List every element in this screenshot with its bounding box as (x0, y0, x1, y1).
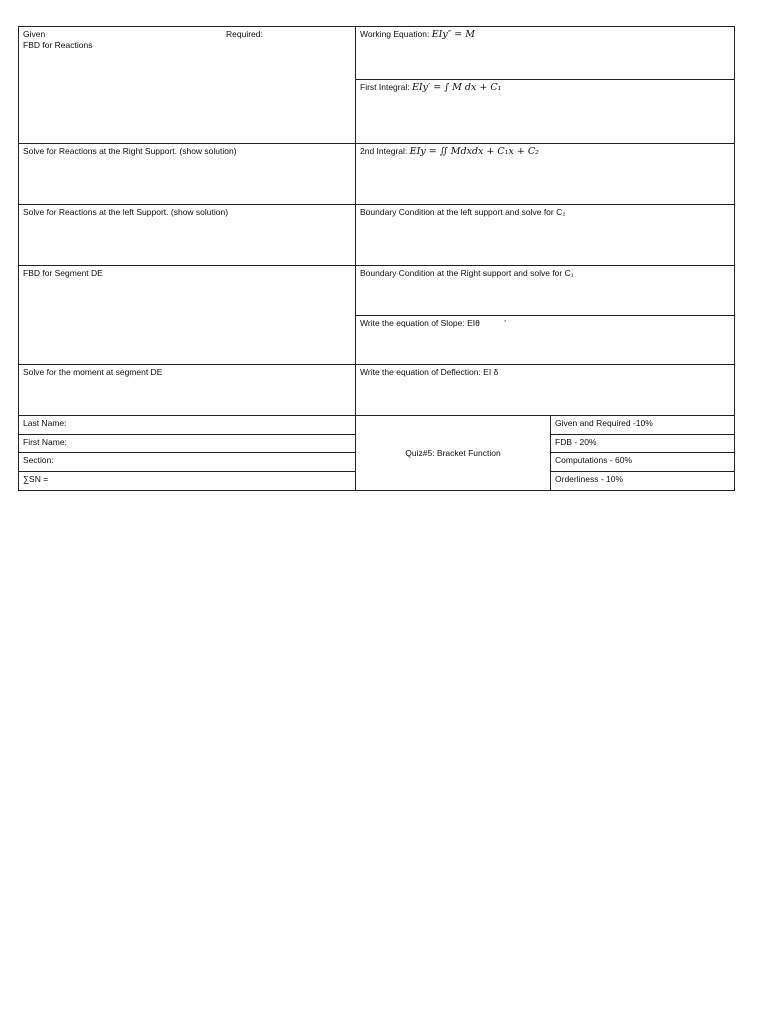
quiz-answer-sheet (18, 26, 735, 491)
criteria-label: FDB - 20% (555, 437, 597, 447)
given-label: Given (23, 29, 46, 39)
bc-left-cell (355, 204, 735, 266)
second-integral-label: 2nd Integral: (360, 146, 408, 156)
right-support-label: Solve for Reactions at the Right Support. (show solution) (23, 146, 237, 156)
bc-left-label: Boundary Condition at the left support and solve for C₂ (360, 207, 566, 217)
working-equation-math: EIy″ = M (431, 29, 476, 40)
moment-label: Solve for the moment at segment DE (23, 367, 163, 377)
moment-cell (18, 364, 356, 416)
first-integral-math: EIy′ = ∫ M dx + C₁ (411, 82, 502, 93)
slope-prime-mark: ′ (504, 318, 506, 328)
quiz-title: Quiz#5: Bracket Function (405, 447, 501, 458)
fbd-segment-cell (18, 265, 356, 365)
first-name-field[interactable] (18, 434, 356, 453)
last-name-label: Last Name: (23, 418, 67, 428)
deflection-cell (355, 364, 735, 416)
criteria-label: Orderliness - 10% (555, 474, 624, 484)
sn-field[interactable] (18, 471, 356, 491)
sn-label: ∑SN = (23, 474, 49, 484)
left-support-label: Solve for Reactions at the left Support. (show solution) (23, 207, 229, 217)
left-support-cell (18, 204, 356, 266)
first-integral-label: First Integral: (360, 82, 410, 92)
fbd-segment-label: FBD for Segment DE (23, 268, 103, 278)
criteria-label: Given and Required -10% (555, 418, 653, 428)
criteria-label: Computations - 60% (555, 455, 633, 465)
section-label: Section: (23, 455, 54, 465)
working-equation-label: Working Equation: (360, 29, 430, 39)
slope-label: Write the equation of Slope: EIθ (360, 318, 480, 328)
criteria-orderliness (550, 471, 735, 491)
criteria-computations (550, 452, 735, 472)
given-required-cell (18, 26, 356, 144)
required-label: Required: (226, 29, 263, 39)
criteria-given-required (550, 415, 735, 435)
fbd-reactions-label: FBD for Reactions (23, 40, 93, 50)
first-name-label: First Name: (23, 437, 67, 447)
second-integral-math: EIy = ∬ Mdxdx + C₁x + C₂ (409, 146, 539, 157)
deflection-label: Write the equation of Deflection: EI δ (360, 367, 499, 377)
quiz-title-cell (355, 415, 551, 491)
section-field[interactable] (18, 452, 356, 472)
last-name-field[interactable] (18, 415, 356, 435)
second-integral-cell (355, 143, 735, 205)
bc-right-cell (355, 265, 735, 316)
working-equation-cell (355, 26, 735, 80)
right-support-cell (18, 143, 356, 205)
slope-cell (355, 315, 735, 365)
criteria-fdb (550, 434, 735, 453)
bc-right-label: Boundary Condition at the Right support and solve for C₁ (360, 268, 574, 278)
first-integral-cell (355, 79, 735, 144)
